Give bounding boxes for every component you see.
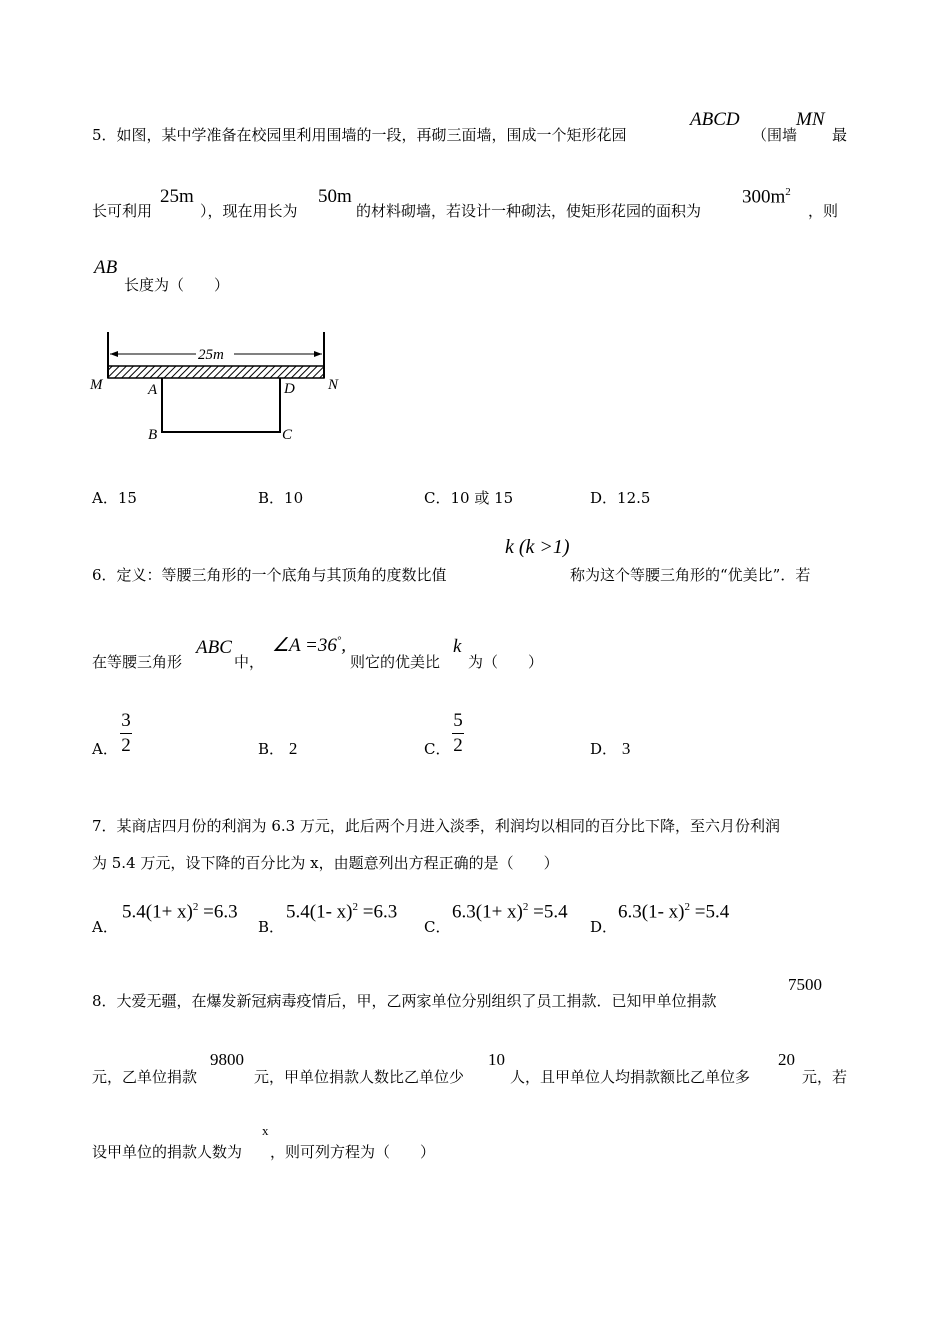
q6-line2c: 则它的优美比 bbox=[350, 653, 441, 671]
q7-line2: 为 5.4 万元，设下降的百分比为 x，由题意列出方程正确的是（ ） bbox=[92, 854, 559, 872]
figure-label-25m: 25m bbox=[198, 347, 224, 363]
label-n: N bbox=[328, 377, 339, 393]
q6-option-a-fraction[interactable] bbox=[120, 710, 132, 757]
q5-area: $300m^2$ bbox=[742, 186, 791, 208]
label-a: A bbox=[148, 382, 158, 398]
q7-option-d-key[interactable]: D． bbox=[590, 918, 618, 936]
q6-line1a: 6．定义：等腰三角形的一个底角与其顶角的度数比值 bbox=[92, 566, 447, 584]
q6-option-c-denominator: 2 bbox=[453, 735, 463, 756]
q6-k-expr: k (k >1) bbox=[505, 536, 570, 558]
q6-option-b[interactable]: B． 2 bbox=[258, 739, 298, 758]
q7-line1: 7．某商店四月份的利润为 6.3 万元，此后两个月进入淡季，利润均以相同的百分比下降，至六月份利润 bbox=[92, 817, 780, 835]
q7-option-b-expr[interactable]: 5.4(1- x)$^2$ =6.3 bbox=[286, 901, 398, 923]
wall-hatch bbox=[108, 366, 324, 378]
q6-line1b: 称为这个等腰三角形的“优美比”．若 bbox=[570, 566, 811, 584]
fraction-bar bbox=[120, 733, 132, 734]
q8-line2a: 元，乙单位捐款 bbox=[92, 1068, 198, 1086]
dim-arrow-left bbox=[110, 351, 118, 357]
q8-20: 20 bbox=[778, 1050, 795, 1069]
q8-line2c: 人，且甲单位人均捐款额比乙单位多 bbox=[510, 1068, 751, 1086]
q8-line1: 8．大爱无疆，在爆发新冠病毒疫情后，甲，乙两家单位分别组织了员工捐款．已知甲单位捐款 bbox=[92, 992, 717, 1010]
q6-option-c-key[interactable]: C． bbox=[424, 740, 451, 758]
q6-option-d[interactable]: D． 3 bbox=[590, 739, 631, 758]
q5-option-a[interactable]: A．15 bbox=[92, 489, 137, 507]
q8-10: 10 bbox=[488, 1050, 505, 1069]
q5-wall-open: （围墙 bbox=[752, 126, 798, 144]
q7-option-c-expr[interactable]: $6.3(1+ x)^2 =5.4$ bbox=[452, 901, 568, 923]
q5-line1: 5．如图，某中学准备在校园里利用围墙的一段，再砌三面墙，围成一个矩形花园 bbox=[92, 126, 627, 144]
q6-line2a: 在等腰三角形 bbox=[92, 653, 183, 671]
q8-line2b: 元，甲单位捐款人数比乙单位少 bbox=[254, 1068, 465, 1086]
q8-7500: 7500 bbox=[788, 975, 822, 994]
q7-option-a-key[interactable]: A． bbox=[92, 918, 118, 936]
q7-option-b-key[interactable]: B． bbox=[258, 918, 285, 936]
q8-line3b: ，则可列方程为（ ） bbox=[270, 1143, 436, 1161]
q6-option-c-fraction[interactable] bbox=[452, 710, 464, 757]
label-b: B bbox=[148, 427, 158, 443]
label-d: D bbox=[284, 381, 295, 397]
q7-option-d-expr[interactable]: 6.3(1- x)$^2$ =5.4 bbox=[618, 901, 730, 923]
q5-option-d[interactable]: D．12.5 bbox=[590, 489, 651, 507]
q5-option-b[interactable]: B．10 bbox=[258, 489, 304, 507]
q5-len25: 25m bbox=[160, 186, 194, 207]
q6-option-a-numerator: 3 bbox=[121, 710, 131, 731]
q6-k: k bbox=[453, 636, 462, 657]
q5-line2d: ，则 bbox=[808, 202, 839, 220]
q5-mn: MN bbox=[796, 109, 825, 130]
q7-option-c-key[interactable]: C． bbox=[424, 918, 451, 936]
q5-len50: 50m bbox=[318, 186, 352, 207]
dim-arrow-right bbox=[314, 351, 322, 357]
q6-option-a-denominator: 2 bbox=[121, 735, 131, 756]
q6-abc: ABC bbox=[196, 637, 232, 658]
label-m: M bbox=[90, 377, 103, 393]
q6-line2d: 为（ ） bbox=[468, 653, 544, 671]
q5-option-c[interactable]: C．10 或 15 bbox=[424, 489, 514, 507]
q6-option-c-numerator: 5 bbox=[453, 710, 463, 731]
q8-9800: 9800 bbox=[210, 1050, 244, 1069]
q5-line2a: 长可利用 bbox=[92, 202, 153, 220]
q6-option-a-key[interactable]: A． bbox=[92, 740, 118, 758]
q7-option-a-expr[interactable]: $5.4(1+ x)^2 =6.3$ bbox=[122, 901, 238, 923]
q5-zui: 最 bbox=[832, 126, 848, 144]
q6-line2b: 中， bbox=[234, 653, 265, 671]
q5-line2c: 的材料砌墙，若设计一种砌法，使矩形花园的面积为 bbox=[356, 202, 702, 220]
q5-line3: 长度为（ ） bbox=[124, 276, 230, 294]
q6-angle: ∠A =36°, bbox=[272, 634, 347, 656]
q8-x: x bbox=[262, 1123, 269, 1138]
q5-abcd: ABCD bbox=[690, 109, 740, 130]
q8-line3a: 设甲单位的捐款人数为 bbox=[92, 1143, 243, 1161]
fraction-bar bbox=[452, 733, 464, 734]
garden-rectangle bbox=[162, 378, 280, 432]
q5-ab: AB bbox=[94, 257, 118, 278]
q5-line2b: ），现在用长为 bbox=[200, 202, 298, 220]
q5-figure bbox=[88, 326, 358, 450]
label-c: C bbox=[282, 427, 293, 443]
q8-line2d: 元，若 bbox=[802, 1068, 848, 1086]
